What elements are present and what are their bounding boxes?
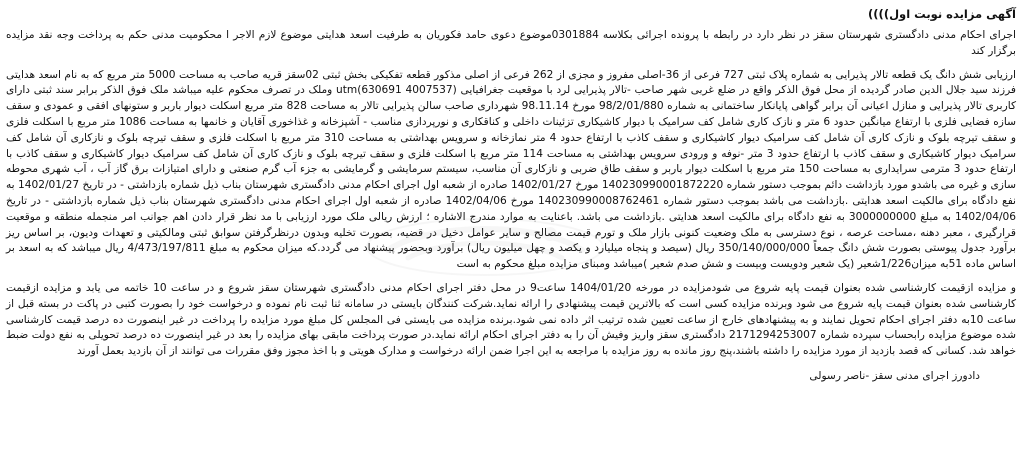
notice-title: آگهی مزایده نوبت اول)))) (868, 7, 1016, 21)
signature-line: دادورز اجرای مدنی سقز -ناصر رسولی (809, 369, 980, 382)
property-appraisal-paragraph: ارزیابی شش دانگ یک قطعه تالار پذیرایی به شماره پلاک ثبتی 727 فرعی از 36-اصلی مفروز و مجزی از 262 فرعی از اصلی مذکور قطعه تفکیکی بخش ثبتی 02سقز قریه صاحب به مساحت 5000 متر مربع که به نام اسعد هدایتی فرزند سید جلال الدین صادر گردیده از محل فوق الذکر واقع در ضلع غربی شهر صاحب -تالار پذیرایی لرد با موقعیت جغرافیایی utm(630691 4007537) وملک در تصرف محکوم علیه میباشد ملک فوق الذکر برابر سند ثبتی دارای کاربری تالار پذیرایی و منازل اعیانی آن برابر گواهی پایانکار ساختمانی به شماره 98/2/01/880 مورخ 98.11.14 شهرداری صاحب سالن پذیرایی تالار به مساحت 828 متر مربع اسکلت دیوار باربر و ستونهای افقی و عمودی و سقف سازه فضایی فلزی با ارتفاع میانگین حدود 6 متر و نازک کاری شامل کف سرامیک با دیوار کاشیکاری تزئینات داخلی و کناقکاری و نورپردازی مناسب - آشپزخانه و غذاخوری آقایان و خانمها به مساحت 1086 متر مربع با اسکلت فلزی و سقف تیرچه بلوک و نازک کاری آن شامل کف سرامیک دیوار کاشیکاری و سقف کاذب با ارتفاع حدود 4 متر نمازخانه و سرویس بهداشتی به مساحت 310 متر مربع با اسکلت فلزی و سقف تیرچه بلوک و نازکاری آن شامل کف سرامیک دیوار کاشیکاری و سقف کاذب با ارتفاع حدود 3 متر -نوفه و ورودی سرویس بهداشتی به مساحت 114 متر مربع با اسکلت فلزی و سقف تیرچه بلوک و نازک کاری آن شامل کف سرامیک دیوار کاشیکاری و سقف کاذب با ارتفاع حدود 3 مترمی سرایداری به مساحت 150 متر مربع با اسکلت دیوار باربر و سقف طاق ضربی و نازکاری آن مناسب، سیستم سرمایشی و گرمایشی به جزء آب گرم صنعتی و دارای امتیازات برق گاز آب ، آب شهری محوطه سازی و غیره می باشدو مورد بازداشت دائم بموجب دستور شماره 140230990001872220 مورخ 1402/01/27 صادره از شعبه اول اجرای احکام مدنی دادگستری شهرستان بناب ذیل شماره بازداشتی - در تاریخ 1402/01/27 به نفع دادگاه برای مالکیت اسعد هدایتی .بازداشت می باشد بموجب دستور شماره 140230990008762461 مورخ 1402/04/06 صادره از شعبه اول اجرای احکام مدنی دادگستری شهرستان بناب ذیل شماره بازداشتی - در تاریخ 1402/04/06 به مبلغ 3000000000 به نفع دادگاه برای مالکیت اسعد هدایتی .بازداشت می باشد. باعنایت به موارد مندرج الاشاره ؛ ارزش ریالی ملک مورد ارزیابی با مد نظر قرار دادن اهم جوانب امر منجمله منطقه و موقعیت قرارگیری ، معبر دهنه ،مساحت عرصه ، نوع دسترسی به ملک وضعیت کنونی بازار ملک و تورم قیمت مصالح و سایر عوامل دخیل در قضیه، بصورت تخلیه وبدون درنظرگرفتن سوابق ثبتی ومالکیتی و تعهدات ودیون، بر اساس ریز برآورد جدول پیوستی بصورت شش دانگ جمعاً 350/140/000/000 ریال (سیصد و پنجاه میلیارد و یکصد و چهل میلیون ریال) برآورد وبحضور پیشنهاد می گردد.که میزان محکوم به مبلغ 4/473/197/811 ریال میباشد که به اسعد بر اساس ماده 51به میزان1/226شعیر (یک شعیر ودویست وبیست و شش صدم شعیر )میباشد ومبنای مزایده مبلغ محکوم به است (6, 68, 1017, 271)
auction-terms-paragraph: و مزایده ازقیمت کارشناسی شده بعنوان قیمت پایه شروع می شودمزایده در مورخه 1404/01/20 ساعت9 در محل دفتر اجرای احکام مدنی دادگستری شهرستان سقز شروع و در ساعت 10 خاتمه می یابد و مزایده ازقیمت کارشناسی شده بعنوان قیمت پایه شروع می شود وبرنده مزایده کسی است که بالاترین قیمت پیشنهادی را ارائه نماید.شرکت کنندگان بایستی در سامانه ثنا ثبت نام نموده و درخواست خود را بصورت کتبی در پاکت در بسته قبل از ساعت 10به دفتر اجرای احکام تحویل نمایند و به پیشنهادهای خارج از ساعت تعیین شده ترتیب اثر داده نمی شود.برنده مزایده می بایستی فی المجلس کل مبلغ مورد مزایده را پرداخت در غیر اینصورت ده درصد قیمت کارشناسی شده موضوع مزایده رابحساب سپرده شماره 2171294253007 دادگستری سقز واریز وفیش آن را به دفتر اجرای احکام ارائه نماید.در صورت پرداخت مابقی بهای مزایده را بعد در غیر اینصورت ده درصد تحویلی به نفع دولت ضبط خواهد شد. کسانی که قصد بازدید از مورد مزایده را داشته باشند،پنج روز مانده به روز مزایده با مراجعه به این اجرا ضمن ارائه درخواست و مدارک هویتی و با اخذ مجوز وفق مقررات می توانند از آن بازدید بعمل آورند (6, 281, 1016, 358)
notice-intro-paragraph: اجرای احکام مدنی دادگستری شهرستان سقز در نظر دارد در رابطه با پرونده اجرائی بکلاسه 0301884موضوع دعوی حامد فکوریان به طرفیت اسعد هدایتی موضوع لازم الاجر ا محکومیت مدنی حکم به پرداخت وجه نقد مزایده برگزار کند (6, 29, 1016, 57)
auction-notice (6, 4, 1016, 468)
